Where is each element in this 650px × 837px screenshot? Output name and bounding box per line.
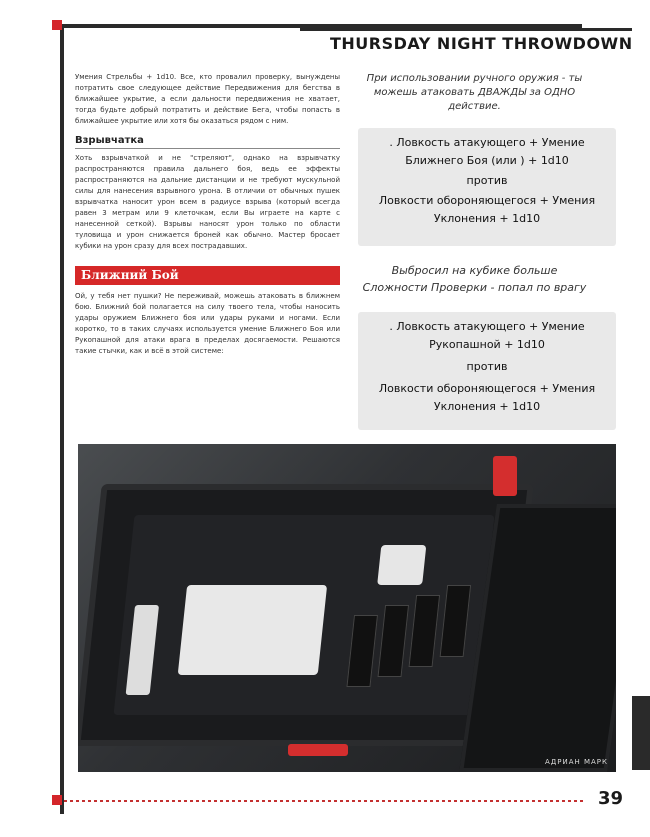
page-header-title: THURSDAY NIGHT THROWDOWN — [330, 34, 633, 53]
left-column — [75, 72, 340, 363]
melee-formula-box — [358, 128, 616, 246]
device-pack — [377, 545, 426, 585]
pistol — [178, 585, 327, 675]
brawl-formula-box — [358, 312, 616, 430]
magazine — [409, 595, 441, 667]
melee-formula-defender: Ловкости обороняющегося + Умения Уклонения + 1d10 — [378, 194, 596, 225]
magazine — [440, 585, 472, 657]
footer-line — [64, 800, 584, 802]
hit-rule-note: Выбросил на кубике больше Сложности Проверки - попал по врагу — [362, 264, 587, 294]
open-case — [78, 484, 534, 746]
side-tab — [632, 696, 650, 770]
corner-square-top — [52, 20, 62, 30]
photo-credit: АДРИАН МАРК — [544, 758, 608, 766]
knife — [126, 605, 159, 695]
magazine — [346, 615, 378, 687]
weapon-case-photo — [78, 444, 616, 772]
melee-formula-attacker: . Ловкость атакующего + Умение Ближнего Боя (или ) + 1d10 — [389, 136, 585, 167]
brawl-formula-defender: Ловкости обороняющегося + Умения Уклонения + 1d10 — [378, 382, 596, 413]
melee-paragraph: Ой, у тебя нет пушки? Не переживай, можешь атаковать в ближнем бою. Ближний бой полагается на силу твоего тела, чтобы наносить удары оружием Ближнего боя или удары руками и ногами. Если коротко, то в таких случаях используется умение Ближнего Боя или Рукопашной для атаки врага в пределах досягаемости. Решаются такие стычки, как и всё в этой системе: — [75, 292, 340, 355]
intro-paragraph: Умения Стрельбы + 1d10. Все, кто провалил проверку, вынуждены потратить свое следующее действие Передвижения для бегства в ближайшее укрытие, а если дальности передвижения не хватает, тогда будьте добрый потратить и действие Бега, чтобы попасть в ближайшее укрытие или хотя бы оказаться рядом с ним. — [75, 73, 340, 125]
case-foam — [113, 515, 494, 715]
explosives-heading: Взрывчатка — [75, 135, 340, 149]
melee-formula-vs: против — [466, 174, 508, 187]
corner-square-bottom — [52, 795, 62, 805]
explosives-paragraph: Хоть взрывчаткой и не "стреляют", однако на взрывчатку распространяются правила дальнего боя, ведь ее эффекты распространяются на дальние дистанции и не требуют мускульной силы для нанесения взрывного урона. В отличии от обычных пушек взрывчатка наносит урон всем в радиусе взрыва (который всегда равен 3 метрам или 9 клеточкам, если Вы играете на карте с нанесенной сеткой). Взрывы наносят урон только по области туловища и урон снижается броней как обычно. Мастер бросает кубики на урон сразу для всех пострадавших. — [75, 154, 340, 250]
magazine — [377, 605, 409, 677]
hand-weapon-note: При использовании ручного оружия - ты можешь атаковать ДВАЖДЫ за ОДНО действие. — [366, 73, 583, 112]
case-handle — [288, 744, 348, 756]
brawl-formula-attacker: . Ловкость атакующего + Умение Рукопашной + 1d10 — [389, 320, 585, 351]
frame-left-bar — [60, 24, 64, 814]
case-latch — [493, 456, 517, 496]
brawl-formula-vs: против — [466, 360, 508, 373]
melee-heading: Ближний Бой — [75, 266, 340, 285]
page-number: 39 — [598, 788, 624, 809]
